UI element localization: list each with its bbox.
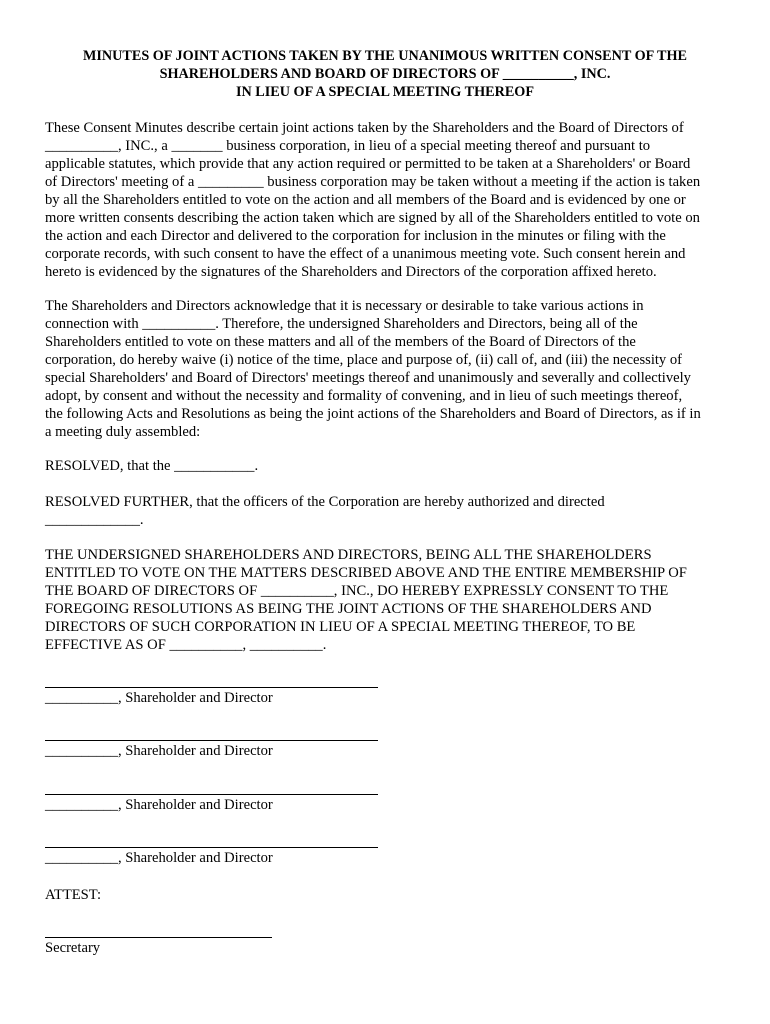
paragraph-line: more written consents describing the action taken which are signed by all of the Shareholders entitled to vote on	[45, 210, 700, 226]
paragraph-line: FOREGOING RESOLUTIONS AS BEING THE JOINT ACTIONS OF THE SHAREHOLDERS AND	[45, 601, 652, 617]
paragraph-line: _____________.	[45, 512, 144, 528]
paragraph-line: __________, INC., a _______ business corporation, in lieu of a special meeting thereof and pursuant to	[45, 138, 651, 154]
signature-label: __________, Shareholder and Director	[45, 743, 273, 759]
paragraph-line: THE UNDERSIGNED SHAREHOLDERS AND DIRECTORS, BEING ALL THE SHAREHOLDERS	[45, 547, 652, 563]
paragraph-line: hereto is evidenced by the signatures of the Shareholders and Directors of the corporation affixed hereto.	[45, 264, 657, 280]
signature-label: __________, Shareholder and Director	[45, 690, 273, 706]
paragraph-line: applicable statutes, which provide that any action required or permitted to be taken at a Shareholders' or Board	[45, 156, 691, 172]
secretary-signature-line	[45, 937, 272, 938]
signature-line	[45, 794, 378, 795]
signature-line	[45, 740, 378, 741]
resolution-text: RESOLVED, that the ___________.	[45, 458, 259, 474]
paragraph-line: special Shareholders' and Board of Directors' meetings thereof and unanimously and severally and collectively	[45, 370, 691, 386]
title-line: SHAREHOLDERS AND BOARD OF DIRECTORS OF __________, INC.	[159, 66, 611, 82]
secretary-label: Secretary	[45, 940, 101, 956]
signature-line	[45, 687, 378, 688]
attest-label: ATTEST:	[45, 887, 102, 903]
acknowledgement-paragraph	[45, 297, 727, 441]
signature-line	[45, 847, 378, 848]
resolution	[45, 457, 727, 475]
paragraph-line: the following Acts and Resolutions as being the joint actions of the Shareholders and Board of Directors, as if in	[45, 406, 701, 422]
title-line: MINUTES OF JOINT ACTIONS TAKEN BY THE UNANIMOUS WRITTEN CONSENT OF THE	[82, 48, 688, 64]
paragraph-line: corporation, do hereby waive (i) notice of the time, place and purpose of, (ii) call of, and (iii) the necessity of	[45, 352, 683, 368]
paragraph-line: the action and each Director and delivered to the corporation for inclusion in the minutes or filing with the	[45, 228, 666, 244]
signature-label: __________, Shareholder and Director	[45, 850, 273, 866]
document-title	[40, 47, 730, 101]
consent-statement	[45, 546, 727, 654]
paragraph-line: The Shareholders and Directors acknowledge that it is necessary or desirable to take various actions in	[45, 298, 644, 314]
intro-paragraph	[45, 119, 727, 281]
paragraph-line: by all the Shareholders entitled to vote on the action and all members of the Board and is evidenced by one or	[45, 192, 686, 208]
paragraph-line: Shareholders entitled to vote on these matters and all of the members of the Board of Directors of the	[45, 334, 636, 350]
further-resolution	[45, 493, 727, 529]
paragraph-line: connection with __________. Therefore, the undersigned Shareholders and Directors, being all of the	[45, 316, 638, 332]
paragraph-line: corporate records, with such consent to have the effect of a unanimous meeting vote. Such consent herein and	[45, 246, 686, 262]
title-line: IN LIEU OF A SPECIAL MEETING THEREOF	[235, 84, 534, 100]
paragraph-line: These Consent Minutes describe certain joint actions taken by the Shareholders and the Board of Directors of	[45, 120, 684, 136]
paragraph-line: a meeting duly assembled:	[45, 424, 201, 440]
paragraph-line: DIRECTORS OF SUCH CORPORATION IN LIEU OF A SPECIAL MEETING THEREOF, TO BE	[45, 619, 636, 635]
paragraph-line: adopt, by consent and without the necessity and formality of convening, and in lieu of such meetings thereof,	[45, 388, 683, 404]
paragraph-line: RESOLVED FURTHER, that the officers of the Corporation are hereby authorized and directed	[45, 494, 605, 510]
paragraph-line: EFFECTIVE AS OF __________, __________.	[45, 637, 327, 653]
paragraph-line: ENTITLED TO VOTE ON THE MATTERS DESCRIBED ABOVE AND THE ENTIRE MEMBERSHIP OF	[45, 565, 687, 581]
paragraph-line: of Directors' meeting of a _________ business corporation may be taken without a meeting if the action is taken	[45, 174, 701, 190]
paragraph-line: THE BOARD OF DIRECTORS OF __________, INC., DO HEREBY EXPRESSLY CONSENT TO THE	[45, 583, 669, 599]
signature-label: __________, Shareholder and Director	[45, 797, 273, 813]
